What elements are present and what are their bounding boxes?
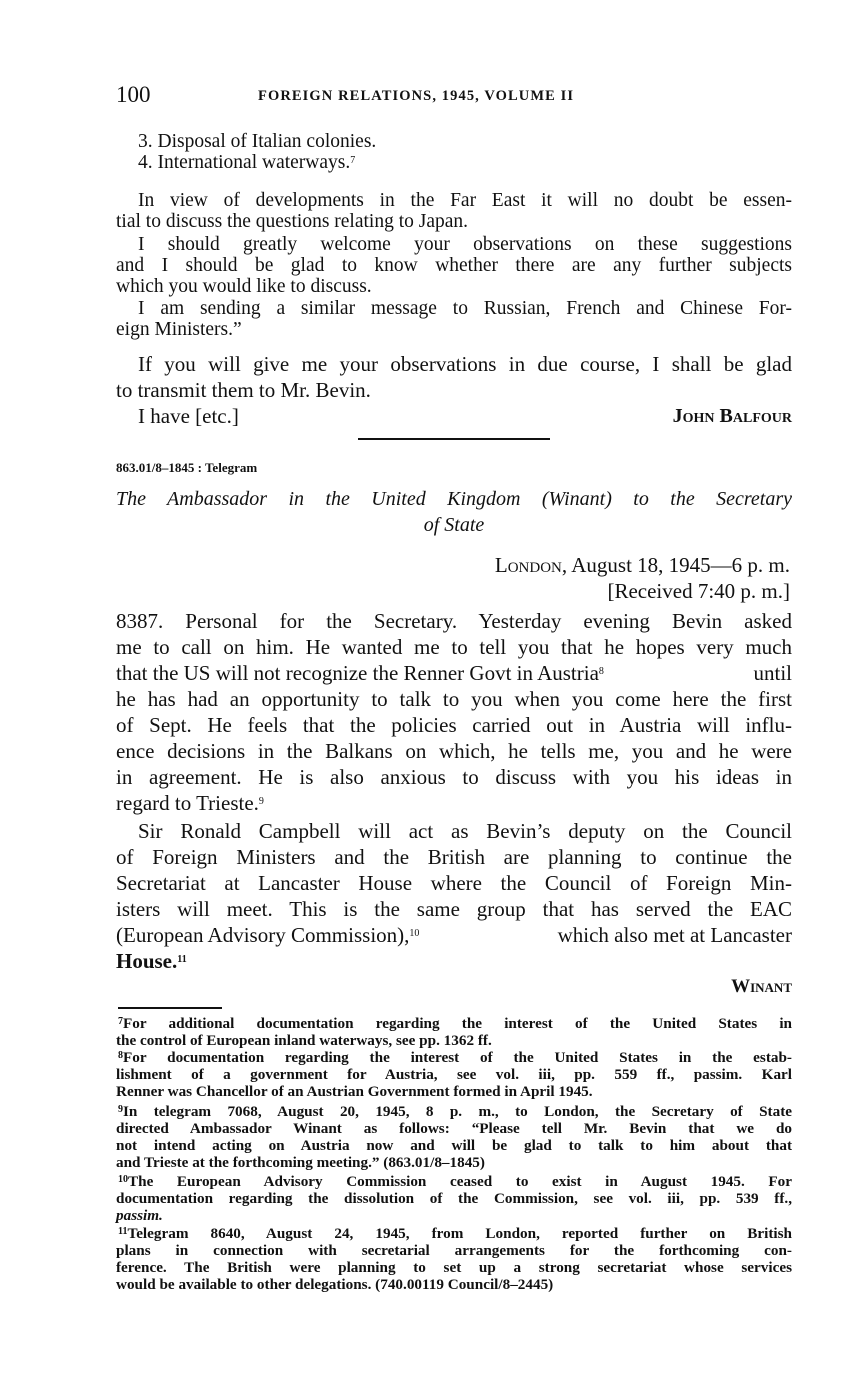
footnote-line: ference. The British were planning to set up a strong secretariat whose services xyxy=(116,1259,792,1276)
footnote-line: $^{11}$Telegram 8640, August 24, 1945, from London, reported further on British xyxy=(118,1225,792,1242)
footnote-line: $^{10}$The European Advisory Commission ceased to exist in August 1945. For xyxy=(118,1173,792,1190)
body-line: of Foreign Ministers and the British are planning to continue the xyxy=(116,845,792,869)
footnote-line: directed Ambassador Winant as follows: “Please tell Mr. Bevin that we do xyxy=(116,1120,792,1137)
list-item: 4. International waterways.$^7$ xyxy=(138,152,356,173)
signature: Winant xyxy=(731,976,792,997)
footnote-line: the control of European inland waterways, see pp. 1362 ff. xyxy=(116,1032,492,1049)
list-item: 3. Disposal of Italian colonies. xyxy=(138,131,377,152)
body-line: Sir Ronald Campbell will act as Bevin’s deputy on the Council xyxy=(138,819,792,843)
body-line: isters will meet. This is the same group that has served the EAC xyxy=(116,897,792,921)
body-line: Secretariat at Lancaster House where the Council of Foreign Min- xyxy=(116,871,792,895)
footnote-line: $^8$For documentation regarding the interest of the United States in the estab- xyxy=(118,1049,792,1066)
text-line: I should greatly welcome your observations on these suggestions xyxy=(138,234,792,255)
page-number: 100 xyxy=(116,82,151,107)
footnote-line: Renner was Chancellor of an Austrian Government formed in April 1945. xyxy=(116,1083,593,1100)
body-line: that the US will not recognize the Renner Govt in Austria$^8$ until xyxy=(116,661,792,685)
body-line: me to call on him. He wanted me to tell you that he hopes very much xyxy=(116,635,792,659)
footnote-line: lishment of a government for Austria, see vol. iii, pp. 559 ff., passim. Karl xyxy=(116,1066,792,1083)
text-line: I am sending a similar message to Russian, French and Chinese For- xyxy=(138,298,792,319)
received-time: [Received 7:40 p. m.] xyxy=(607,579,790,603)
closing: I have [etc.] xyxy=(138,404,239,428)
body-line: of Sept. He feels that the policies carried out in Austria will influ- xyxy=(116,713,792,737)
body-line: 8387. Personal for the Secretary. Yesterday evening Bevin asked xyxy=(116,609,792,633)
page-header xyxy=(116,80,792,112)
footnote-line: plans in connection with secretarial arrangements for the forthcoming con- xyxy=(116,1242,792,1259)
footnote-line: would be available to other delegations. (740.00119 Council/8–2445) xyxy=(116,1276,554,1293)
footnote-number: 9 xyxy=(118,1104,123,1115)
dateline: London, August 18, 1945—6 p. m. xyxy=(494,553,790,577)
footnote-ref: 7 xyxy=(350,155,356,166)
signature: John Balfour xyxy=(672,405,792,427)
footnote-number: 7 xyxy=(118,1016,123,1027)
text-line: In view of developments in the Far East it will no doubt be essen- xyxy=(138,190,792,211)
footnote-line: not intend acting on Austria now and will be glad to talk to him about that xyxy=(116,1137,792,1154)
document-title: The Ambassador in the United Kingdom (Winant) to the Secretary xyxy=(116,488,792,510)
footnote-divider xyxy=(118,1007,222,1009)
body-line: he has had an opportunity to talk to you when you come here the first xyxy=(116,687,792,711)
file-reference: 863.01/8–1845 : Telegram xyxy=(116,460,258,475)
section-divider xyxy=(358,438,550,440)
footnote-line: $^9$In telegram 7068, August 20, 1945, 8 p. m., to London, the Secretary of State xyxy=(118,1103,792,1120)
body-line: House.$^{11}$ xyxy=(116,949,187,973)
footnote-line: and Trieste at the forthcoming meeting.” (863.01/8–1845) xyxy=(116,1154,485,1171)
text-line: to transmit them to Mr. Bevin. xyxy=(116,378,371,402)
body-line: in agreement. He is also anxious to discuss with you his ideas in xyxy=(116,765,792,789)
document-title: of State xyxy=(423,514,485,536)
footnote-line: passim. xyxy=(116,1207,163,1224)
body-line: ence decisions in the Balkans on which, he tells me, you and he were xyxy=(116,739,792,763)
body-line: (European Advisory Commission),$^{10}$ which also met at Lancaster xyxy=(116,923,792,947)
footnote-number: 11 xyxy=(118,1226,128,1237)
text-line: tial to discuss the questions relating to Japan. xyxy=(116,211,469,232)
text-line: and I should be glad to know whether there are any further subjects xyxy=(116,255,792,276)
footnote-number: 8 xyxy=(118,1050,123,1061)
body-line: regard to Trieste.$^9$ xyxy=(116,791,264,815)
footnote-line: $^7$For additional documentation regarding the interest of the United States in xyxy=(118,1015,792,1032)
text-line: eign Ministers.” xyxy=(116,319,242,340)
text-line: If you will give me your observations in due course, I shall be glad xyxy=(138,352,792,376)
running-title: FOREIGN RELATIONS, 1945, VOLUME II xyxy=(258,88,575,104)
text-line: which you would like to discuss. xyxy=(116,276,372,297)
footnote-line: documentation regarding the dissolution of the Commission, see vol. iii, pp. 539 ff., xyxy=(116,1190,792,1207)
footnote-number: 10 xyxy=(118,1174,128,1185)
